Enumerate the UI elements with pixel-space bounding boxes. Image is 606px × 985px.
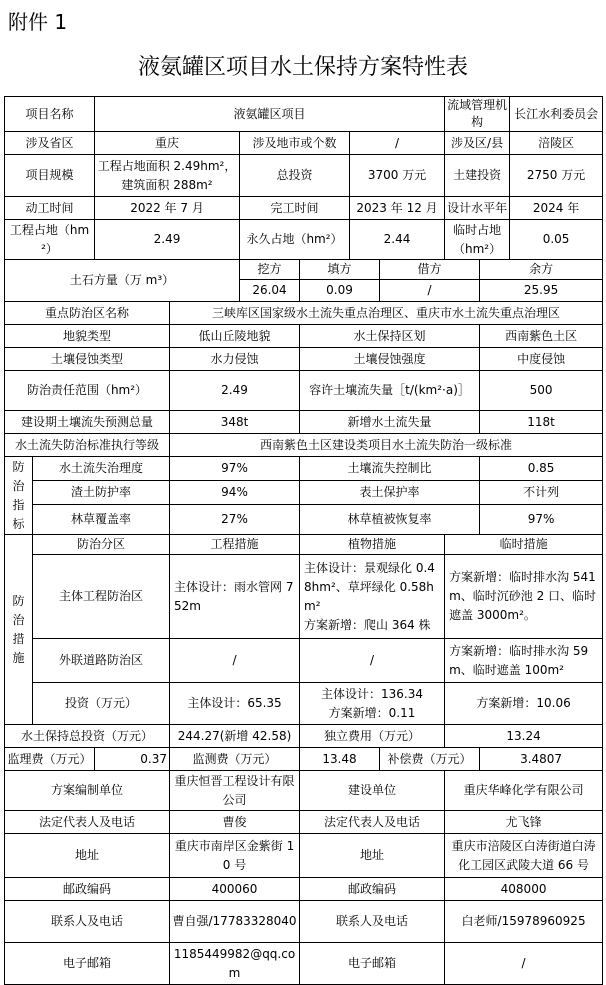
address: 重庆市涪陵区白涛街道白涛化工园区武陵大道 66 号: [445, 834, 603, 878]
land-area: 2.49: [95, 220, 240, 260]
predicted-loss: 348t: [170, 411, 300, 434]
new-loss-label: 新增水土流失量: [300, 411, 480, 434]
spoil-label: 余方: [480, 260, 603, 280]
temporary-investment: 方案新增：10.06: [445, 683, 603, 725]
predicted-loss-label: 建设期土壤流失预测总量: [5, 411, 170, 434]
zoning: 西南紫色土区: [480, 325, 603, 348]
end-time-label: 完工时间: [240, 197, 350, 220]
earthwork-label: 土石方量（万 m³）: [5, 260, 240, 302]
design-year-label: 设计水平年: [445, 197, 510, 220]
total-investment: 244.27(新增 42.58): [170, 725, 300, 748]
target-name: 林草覆盖率: [33, 505, 170, 535]
road-engineering: /: [170, 639, 300, 683]
temporary-land-label: 临时占地（hm²）: [445, 220, 510, 260]
responsibility-scope: 2.49: [170, 371, 300, 411]
responsibility-scope-label: 防治责任范围（hm²）: [5, 371, 170, 411]
start-time: 2022 年 7 月: [95, 197, 240, 220]
postcode: 408000: [445, 878, 603, 901]
target-value: 97%: [170, 457, 300, 481]
new-loss: 118t: [480, 411, 603, 434]
cut-label: 挖方: [240, 260, 300, 280]
allowable-loss: 500: [480, 371, 603, 411]
characteristics-table: [4, 96, 603, 985]
vegetation-header: 植物措施: [300, 535, 445, 555]
erosion-type: 水力侵蚀: [170, 348, 300, 371]
borrow-value: /: [380, 280, 480, 302]
measures-investment-label: 投资（万元）: [33, 683, 170, 725]
construction-unit-label: 建设单位: [300, 771, 445, 811]
design-year: 2024 年: [510, 197, 603, 220]
target-name: 林草植被恢复率: [300, 505, 480, 535]
email-label: 电子邮箱: [300, 943, 445, 985]
temporary-land: 0.05: [510, 220, 603, 260]
cut-value: 26.04: [240, 280, 300, 302]
project-name-label: 项目名称: [5, 97, 95, 132]
scale-label: 项目规模: [5, 155, 95, 197]
independent-cost: 13.24: [445, 725, 603, 748]
fill-value: 0.09: [300, 280, 380, 302]
key-area-label: 重点防治区名称: [5, 302, 170, 325]
measure-area-header: 防治分区: [33, 535, 170, 555]
permanent-land: 2.44: [350, 220, 445, 260]
main-temporary: 方案新增：临时排水沟 541m、临时沉砂池 2 口、临时遮盖 3000m²。: [445, 555, 603, 639]
address-label: 地址: [300, 834, 445, 878]
vegetation-investment: 主体设计：136.34 方案新增：0.11: [300, 683, 445, 725]
annex-label: 附件 1: [8, 10, 68, 34]
target-value: 0.85: [480, 457, 603, 481]
email-label: 电子邮箱: [5, 943, 170, 985]
target-value: 不计列: [480, 481, 603, 505]
project-name: 液氨罐区项目: [95, 97, 445, 132]
compensation-fee: 3.4807: [480, 748, 603, 771]
legal-rep: 曹俊: [170, 811, 300, 834]
supervision-fee: 0.37: [95, 748, 170, 771]
engineering-investment: 主体设计：65.35: [170, 683, 300, 725]
investment: 3700 万元: [350, 155, 445, 197]
landform: 低山丘陵地貌: [170, 325, 300, 348]
county: 涪陵区: [510, 132, 603, 155]
scale: 工程占地面积 2.49hm²，建筑面积 288m²: [95, 155, 240, 197]
target-name: 表土保护率: [300, 481, 480, 505]
road-vegetation: /: [300, 639, 445, 683]
province: 重庆: [95, 132, 240, 155]
measures-label: 防治措施: [5, 535, 33, 725]
land-area-label: 工程占地（hm²）: [5, 220, 95, 260]
plan-unit: 重庆恒晋工程设计有限公司: [170, 771, 300, 811]
province-label: 涉及省区: [5, 132, 95, 155]
page-title: 液氨罐区项目水土保持方案特性表: [137, 55, 468, 80]
civil-investment: 2750 万元: [510, 155, 603, 197]
target-name: 土壤流失控制比: [300, 457, 480, 481]
standard-grade: 西南紫色土区建设类项目水土流失防治一级标准: [170, 434, 603, 457]
email: /: [445, 943, 603, 985]
road-area-label: 外联道路防治区: [33, 639, 170, 683]
independent-cost-label: 独立费用（万元）: [300, 725, 445, 748]
legal-rep-label: 法定代表人及电话: [5, 811, 170, 834]
end-time: 2023 年 12 月: [350, 197, 445, 220]
compensation-fee-label: 补偿费（万元）: [380, 748, 480, 771]
civil-investment-label: 土建投资: [445, 155, 510, 197]
contact: 白老师/15978960925: [445, 901, 603, 943]
legal-rep: 尤飞锋: [445, 811, 603, 834]
erosion-intensity: 中度侵蚀: [480, 348, 603, 371]
standard-grade-label: 水土流失防治标准执行等级: [5, 434, 170, 457]
plan-unit-label: 方案编制单位: [5, 771, 170, 811]
postcode-label: 邮政编码: [300, 878, 445, 901]
road-temporary: 方案新增：临时排水沟 59m、临时遮盖 100m²: [445, 639, 603, 683]
spoil-value: 25.95: [480, 280, 603, 302]
temporary-header: 临时措施: [445, 535, 603, 555]
erosion-type-label: 土壤侵蚀类型: [5, 348, 170, 371]
investment-label: 总投资: [240, 155, 350, 197]
address-label: 地址: [5, 834, 170, 878]
main-area-label: 主体工程防治区: [33, 555, 170, 639]
contact-label: 联系人及电话: [5, 901, 170, 943]
target-value: 27%: [170, 505, 300, 535]
address: 重庆市南岸区金紫街 10 号: [170, 834, 300, 878]
main-engineering: 主体设计：雨水管网 752m: [170, 555, 300, 639]
landform-label: 地貌类型: [5, 325, 170, 348]
contact-label: 联系人及电话: [300, 901, 445, 943]
main-vegetation: 主体设计：景观绿化 0.48hm²、草坪绿化 0.58hm² 方案新增：爬山 364 株: [300, 555, 445, 639]
contact: 曹自强/17783328040: [170, 901, 300, 943]
supervision-fee-label: 监理费（万元）: [5, 748, 95, 771]
fill-label: 填方: [300, 260, 380, 280]
county-label: 涉及区/县: [445, 132, 510, 155]
email: 1185449982@qq.com: [170, 943, 300, 985]
zoning-label: 水土保持区划: [300, 325, 480, 348]
city: /: [350, 132, 445, 155]
targets-label: 防治指标: [5, 457, 33, 535]
monitoring-fee: 13.48: [300, 748, 380, 771]
start-time-label: 动工时间: [5, 197, 95, 220]
monitoring-fee-label: 监测费（万元）: [170, 748, 300, 771]
basin-org: 长江水利委员会: [510, 97, 603, 132]
erosion-intensity-label: 土壤侵蚀强度: [300, 348, 480, 371]
target-value: 97%: [480, 505, 603, 535]
allowable-loss-label: 容许土壤流失量［t/(km²·a)］: [300, 371, 480, 411]
postcode-label: 邮政编码: [5, 878, 170, 901]
key-area: 三峡库区国家级水土流失重点治理区、重庆市水土流失重点治理区: [170, 302, 603, 325]
engineering-header: 工程措施: [170, 535, 300, 555]
target-value: 94%: [170, 481, 300, 505]
legal-rep-label: 法定代表人及电话: [300, 811, 445, 834]
postcode: 400060: [170, 878, 300, 901]
total-investment-label: 水土保持总投资（万元）: [5, 725, 170, 748]
target-name: 渣土防护率: [33, 481, 170, 505]
permanent-land-label: 永久占地（hm²）: [240, 220, 350, 260]
borrow-label: 借方: [380, 260, 480, 280]
target-name: 水土流失治理度: [33, 457, 170, 481]
construction-unit: 重庆华峰化学有限公司: [445, 771, 603, 811]
city-label: 涉及地市或个数: [240, 132, 350, 155]
basin-org-label: 流域管理机构: [445, 97, 510, 132]
